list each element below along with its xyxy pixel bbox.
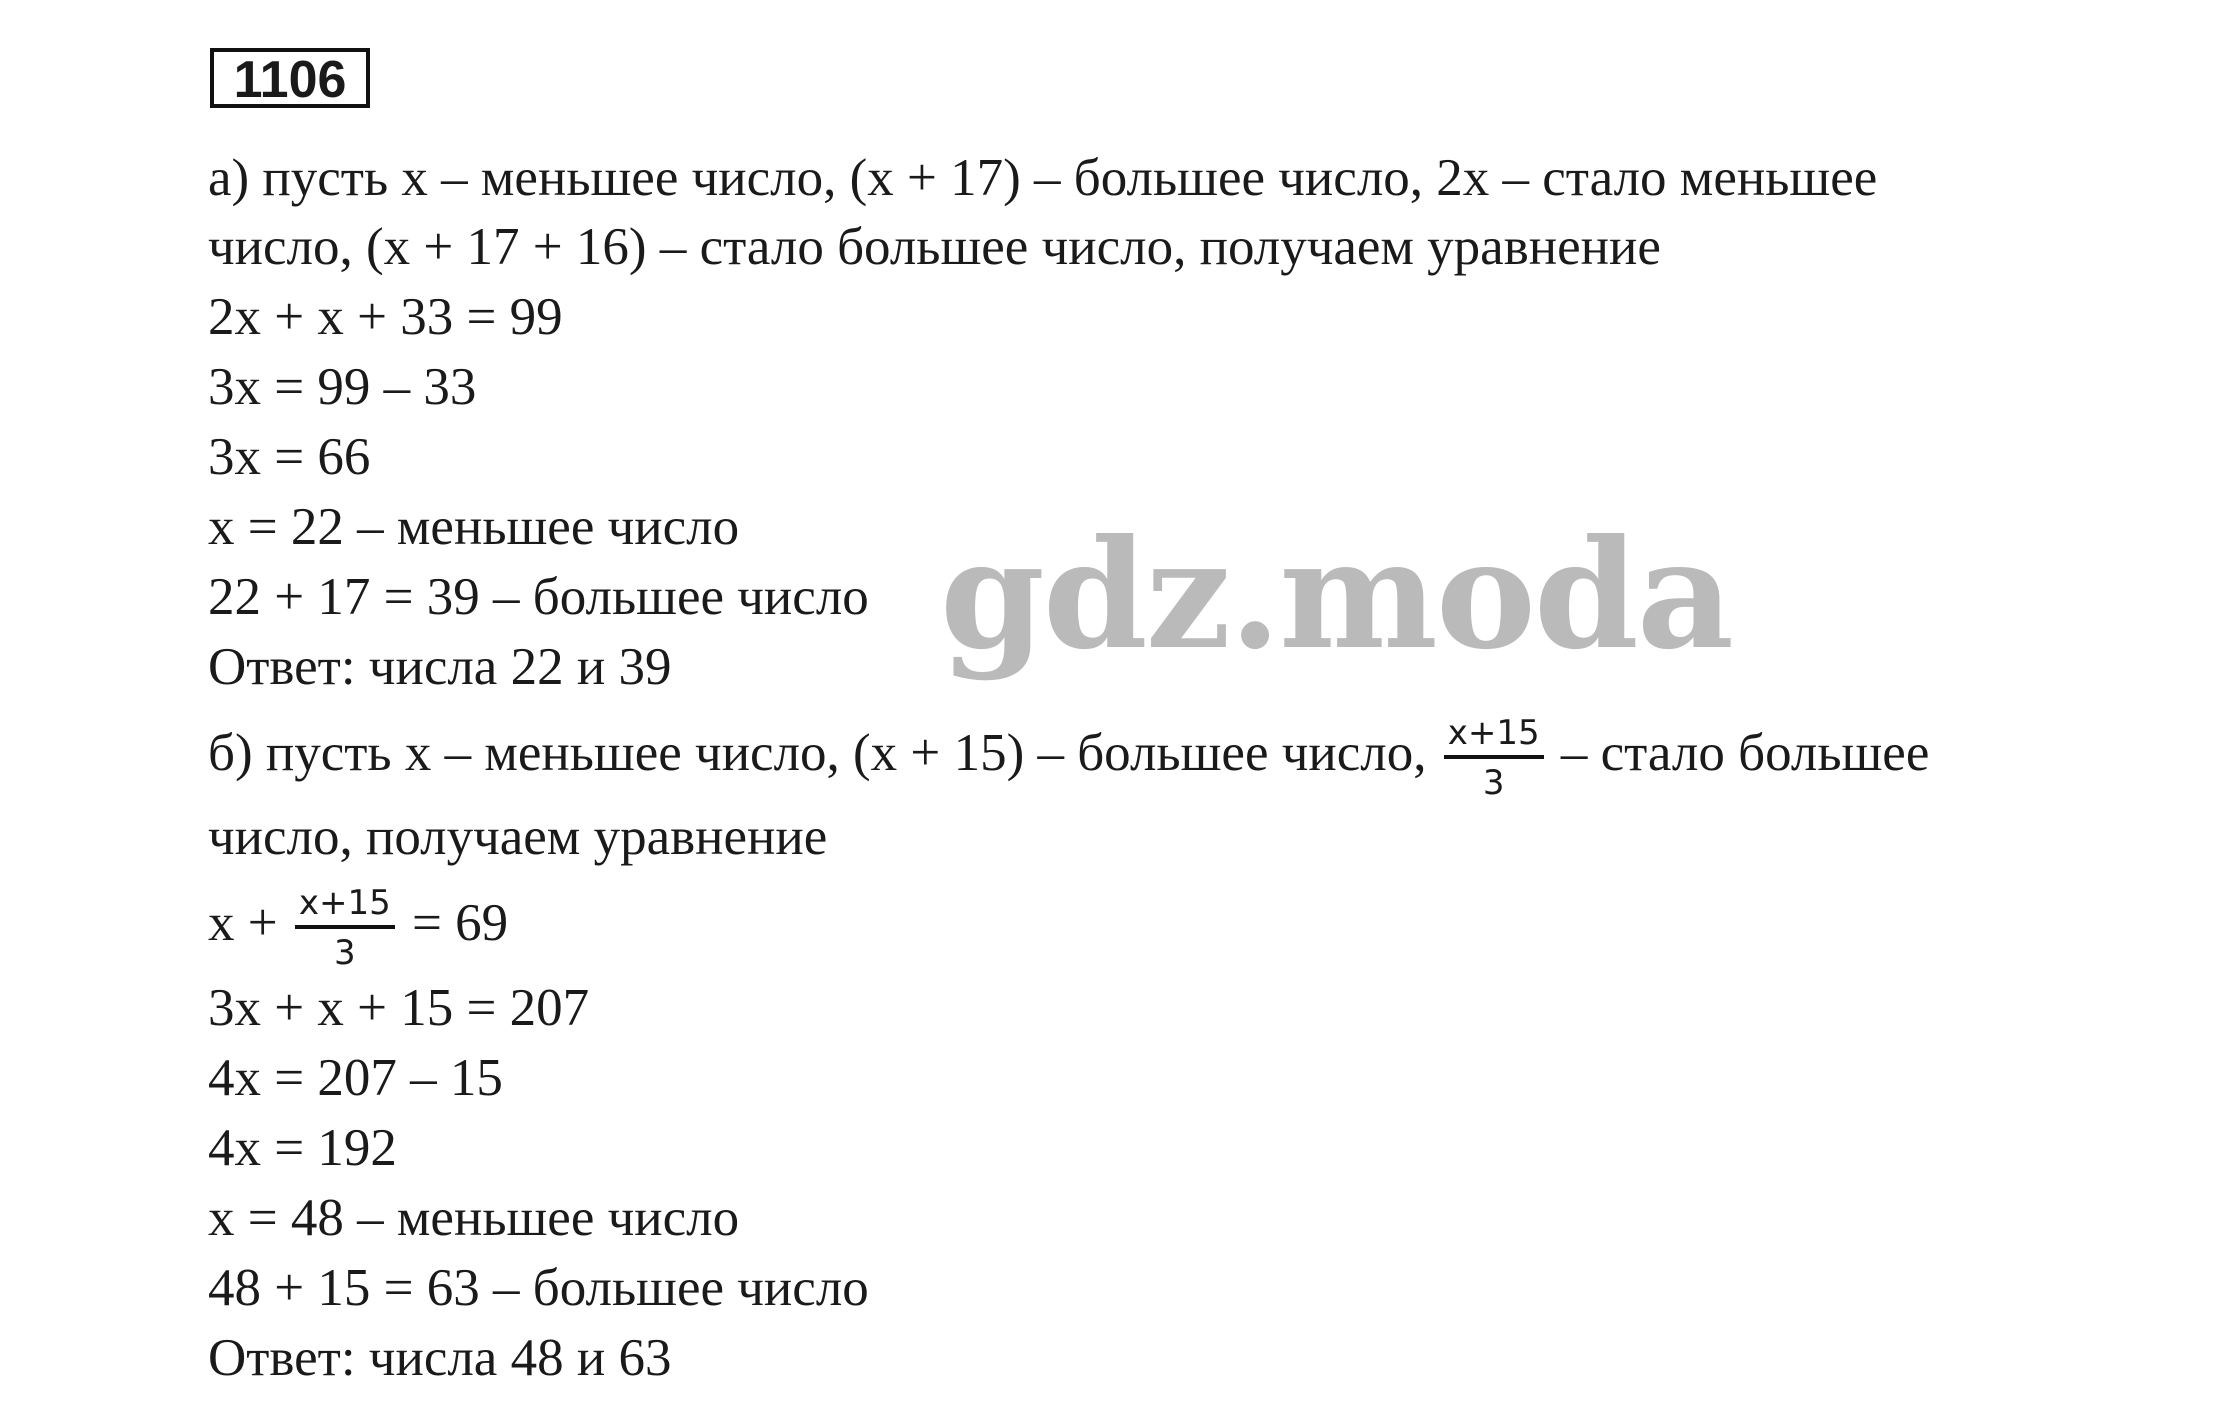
- fraction-numerator: x+15: [1444, 715, 1544, 759]
- part-b-statement-line-1: [208, 715, 1929, 801]
- fraction-numerator: x+15: [295, 885, 395, 929]
- part-b-statement-text-end: – стало большее: [1560, 724, 1930, 783]
- part-b-equation-2: 3x + x + 15 = 207: [208, 979, 590, 1037]
- part-a-equation-4: x = 22 – меньшее число: [208, 498, 740, 556]
- part-a-equation-5: 22 + 17 = 39 – большее число: [208, 568, 869, 626]
- part-b-equation-3: 4x = 207 – 15: [208, 1049, 503, 1107]
- fraction: [295, 885, 395, 971]
- part-a-equation-3: 3x = 66: [208, 428, 371, 486]
- problem-number: 1106: [210, 48, 370, 108]
- part-b-equation-4: 4x = 192: [208, 1119, 397, 1177]
- fraction: [1444, 715, 1544, 801]
- equation-left: x +: [208, 894, 278, 953]
- watermark: gdz.moda: [940, 507, 1733, 683]
- part-b-statement-line-2: число, получаем уравнение: [208, 808, 828, 866]
- part-b-equation-6: 48 + 15 = 63 – большее число: [208, 1259, 869, 1317]
- part-b-answer: Ответ: числа 48 и 63: [208, 1329, 672, 1387]
- part-b-statement-text: б) пусть x – меньшее число, (x + 15) – большее число,: [208, 724, 1427, 783]
- fraction-denominator: 3: [1482, 763, 1505, 803]
- part-b-equation-1: [208, 885, 508, 971]
- part-a-answer: Ответ: числа 22 и 39: [208, 638, 672, 696]
- part-a-equation-1: 2x + x + 33 = 99: [208, 288, 563, 346]
- part-a-equation-2: 3x = 99 – 33: [208, 358, 477, 416]
- part-a-statement-line-1: а) пусть x – меньшее число, (x + 17) – большее число, 2x – стало меньшее: [208, 149, 1878, 207]
- equation-right: = 69: [412, 894, 509, 953]
- fraction-denominator: 3: [334, 933, 356, 973]
- part-b-equation-5: x = 48 – меньшее число: [208, 1189, 740, 1247]
- part-a-statement-line-2: число, (x + 17 + 16) – стало большее число, получаем уравнение: [208, 218, 1661, 276]
